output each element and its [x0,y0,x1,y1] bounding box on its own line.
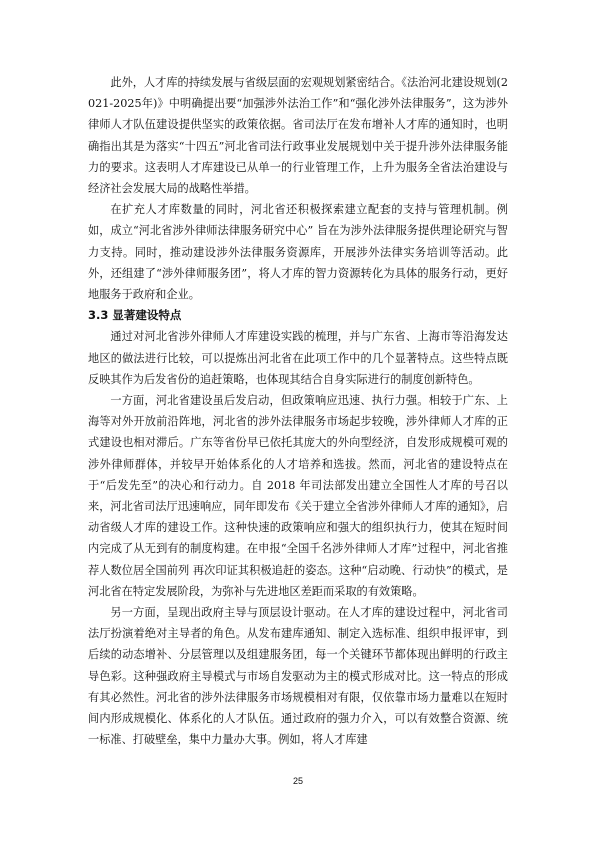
page-number: 25 [292,776,303,786]
body-paragraph: 在扩充人才库数量的同时，河北省还积极探索建立配套的支持与管理机制。例如，成立“河北省涉外律师法律服务研究中心” 旨在为涉外法律服务提供理论研究与智力支持。同时，推动建设涉外法律服务资源库，开展涉外法律实务培训等活动。此外，还组建了“涉外律师服务团”，将人才库的智力资源转化为具体的服务行动，更好地服务于政府和企业。 [88,203,508,302]
section-heading: 3.3 显著建设特点 [88,308,182,323]
document-page [88,72,508,751]
body-paragraph: 通过对河北省涉外律师人才库建设实践的梳理，并与广东省、上海市等沿海发达地区的做法进行比较，可以提炼出河北省在此项工作中的几个显著特点。这些特点既反映其作为后发省份的追赶策略，也体现其结合自身实际进行的制度创新特色。 [88,330,508,386]
body-paragraph: 另一方面，呈现出政府主导与顶层设计驱动。在人才库的建设过程中，河北省司法厅扮演着绝对主导者的角色。从发布建库通知、制定入选标准、组织申报评审，到后续的动态增补、分层管理以及组建服务团，每一个关键环节都体现出鲜明的行政主导色彩。这种强政府主导模式与市场自发驱动为主的模式形成对比。这一特点的形成有其必然性。河北省的涉外法律服务市场规模相对有限，仅依靠市场力量难以在短时间内形成规模化、体系化的人才队伍。通过政府的强力介入，可以有效整合资源、统一标准、打破壁垒，集中力量办大事。例如，将人才库建 [88,606,508,747]
body-paragraph: 此外，人才库的持续发展与省级层面的宏观规划紧密结合。《法治河北建设规划(2021-2025年)》中明确提出要“加强涉外法治工作”和“强化涉外法律服务”，这为涉外律师人才队伍建设提供坚实的政策依据。省司法厅在发布增补人才库的通知时，也明确指出其是为落实“十四五”河北省司法行政事业发展规划中关于提升涉外法律服务能力的要求。这表明人才库建设已从单一的行业管理工作，上升为服务全省法治建设与经济社会发展大局的战略性举措。 [88,76,508,196]
body-paragraph: 一方面，河北省建设虽后发启动，但政策响应迅速、执行力强。相较于广东、上海等对外开放前沿阵地，河北省的涉外法律服务市场起步较晚，涉外律师人才库的正式建设也相对滞后。广东等省份早已依托其庞大的外向型经济，自发形成规模可观的涉外律师群体，并较早开始体系化的人才培养和选拔。然而，河北省的建设特点在于“后发先至”的决心和行动力。自 2018 年司法部发出建立全国性人才库的号召以来，河北省司法厅迅速响应，同年即发布《关于建立全省涉外律师人才库的通知》，启动省级人才库的建设工作。这种快速的政策响应和强大的组织执行力，使其在短时间内完成了从无到有的制度构建。在申报“全国千名涉外律师人才库”过程中，河北省推荐人数位居全国前列 再次印证其积极追赶的姿态。这种“启动晚、行动快”的模式，是河北省在特定发展阶段，为弥补与先进地区差距而采取的有效策略。 [88,394,508,598]
